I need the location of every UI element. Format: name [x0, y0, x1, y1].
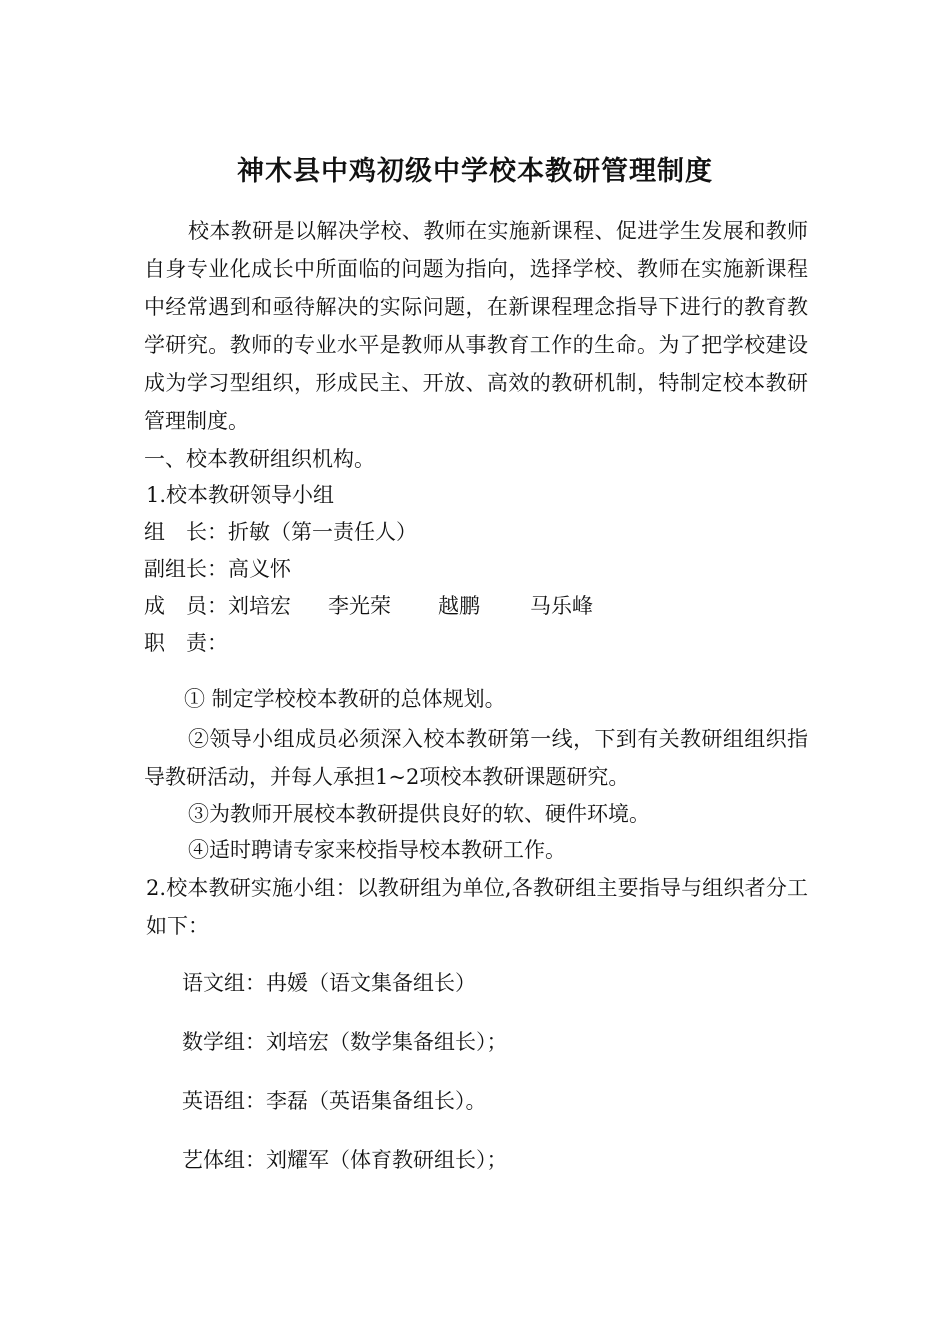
section-heading: 一、校本教研组织机构。 [144, 447, 375, 471]
group-item: 艺体组：刘耀军（体育教研组长）； [182, 1148, 508, 1172]
group-item: 语文组：冉媛（语文集备组长） [182, 971, 476, 995]
intro-paragraph: 校本教研是以解决学校、教师在实施新课程、促进学生发展和教师自身专业化成长中所面临的问题为指向，选择学校、教师在实施新课程中经常遇到和亟待解决的实际问题，在新课程理念指导下进行的教育教学研究。教师的专业水平是教师从事教育工作的生命。为了把学校建设成为学习型组织，形成民主、开放、高效的教研机制，特制定校本教研管理制度。 [144, 219, 808, 433]
duty-item: ① 制定学校校本教研的总体规划。 [184, 687, 506, 711]
members-line [144, 587, 593, 625]
duties-label: 职 责： [144, 631, 228, 655]
duty-item: ③为教师开展校本教研提供良好的软、硬件环境。 [188, 802, 650, 826]
group-item: 数学组：刘培宏（数学集备组长）； [182, 1030, 508, 1054]
duty-item: ②领导小组成员必须深入校本教研第一线，下到有关教研组组织指导教研活动，并每人承担1~2项校本教研课题研究。 [144, 727, 808, 789]
duty-item: ④适时聘请专家来校指导校本教研工作。 [188, 838, 566, 862]
member-name: 刘培宏 [228, 594, 291, 618]
member-name: 李光荣 [328, 594, 391, 618]
members-label: 成 员： [144, 594, 228, 618]
document-title: 神木县中鸡初级中学校本教研管理制度 [237, 156, 713, 187]
subsection-heading: 2.校本教研实施小组：以教研组为单位,各教研组主要指导与组织者分工如下： [146, 876, 808, 938]
subsection-heading: 1.校本教研领导小组 [146, 483, 335, 507]
member-name: 越鹏 [438, 594, 480, 618]
leader-line: 组 长：折敏（第一责任人） [144, 520, 417, 544]
member-name: 马乐峰 [530, 594, 593, 618]
group-item: 英语组：李磊（英语集备组长）。 [182, 1089, 487, 1113]
vice-leader-line: 副组长：高义怀 [144, 557, 291, 581]
